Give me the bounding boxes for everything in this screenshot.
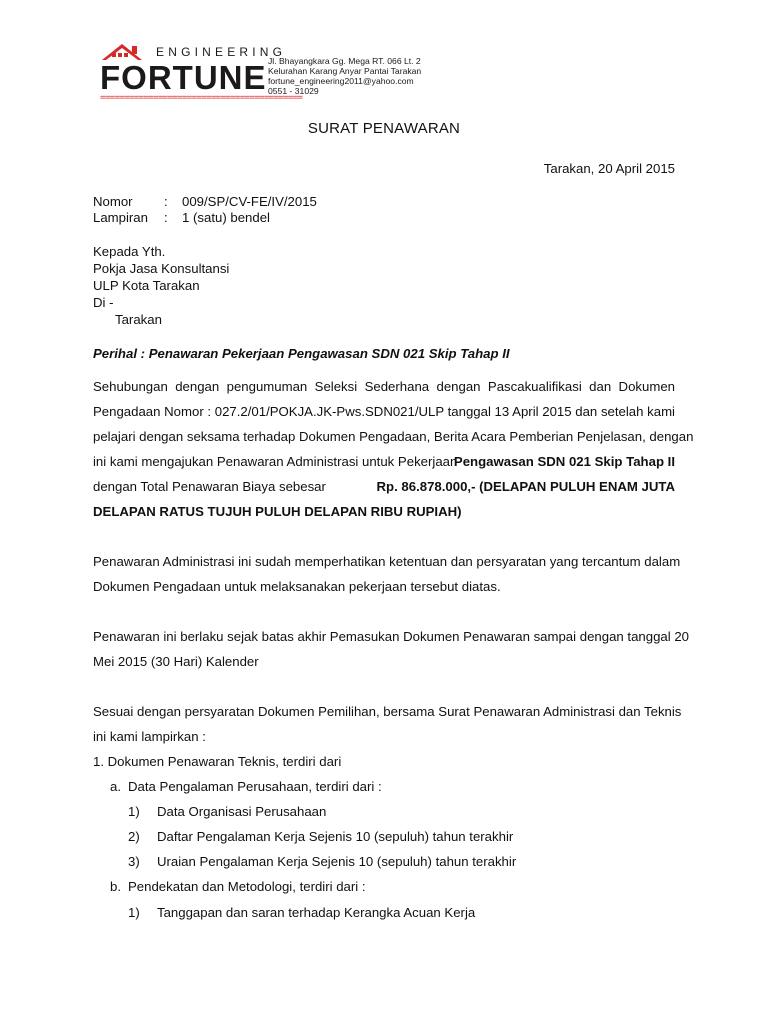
nomor-separator: : xyxy=(164,194,168,209)
paragraph-line: ini kami lampirkan : xyxy=(93,729,206,744)
recipient-city: Tarakan xyxy=(115,312,162,327)
recipient-line: Di - xyxy=(93,295,114,310)
letterhead-divider: ========================================== xyxy=(100,93,303,103)
list-marker: a. xyxy=(110,779,121,794)
address-line: Jl. Bhayangkara Gg. Mega RT. 066 Lt. 2 xyxy=(268,56,421,66)
paragraph-line: Pengadaan Nomor : 027.2/01/POKJA.JK-Pws.SDN021/ULP tanggal 13 April 2015 dan setelah kami xyxy=(93,404,675,419)
paragraph-line: pelajari dengan seksama terhadap Dokumen Pengadaan, Berita Acara Pemberian Penjelasan, dengan xyxy=(93,429,694,444)
offer-amount-words: DELAPAN RATUS TUJUH PULUH DELAPAN RIBU RUPIAH) xyxy=(93,504,462,519)
paragraph-line: Penawaran ini berlaku sejak batas akhir Pemasukan Dokumen Penawaran sampai dengan tanggal 20 xyxy=(93,629,690,644)
nomor-label: Nomor xyxy=(93,194,133,209)
paragraph-line: Sesuai dengan persyaratan Dokumen Pemilihan, bersama Surat Penawaran Administrasi dan Teknis xyxy=(93,704,682,719)
letterhead-address xyxy=(268,56,421,96)
offer-amount: Rp. 86.878.000,- (DELAPAN PULUH ENAM JUTA xyxy=(376,479,675,494)
list-item: Pendekatan dan Metodologi, terdiri dari : xyxy=(128,879,366,894)
paragraph-line: Penawaran Administrasi ini sudah memperhatikan ketentuan dan persyaratan yang tercantum dalam xyxy=(93,554,681,569)
list-marker: 1) xyxy=(128,804,140,819)
project-name: Pengawasan SDN 021 Skip Tahap II xyxy=(453,454,675,469)
email-line: fortune_engineering2011@yahoo.com xyxy=(268,76,414,86)
letterhead xyxy=(98,40,438,104)
logo-brand-name: FORTUNE xyxy=(100,59,267,96)
recipient-line: Kepada Yth. xyxy=(93,244,166,259)
address-line: Kelurahan Karang Anyar Pantai Tarakan xyxy=(268,66,422,76)
list-item: Data Pengalaman Perusahaan, terdiri dari : xyxy=(128,779,382,794)
lampiran-value: 1 (satu) bendel xyxy=(182,210,270,225)
logo-engineering-text: ENGINEERING xyxy=(156,45,287,59)
paragraph-line: Sehubungan dengan pengumuman Seleksi Sederhana dengan Pascakualifikasi dan Dokumen xyxy=(93,379,675,394)
phone-line: 0551 - 31029 xyxy=(268,86,319,96)
place-date: Tarakan, 20 April 2015 xyxy=(543,161,675,176)
list-item: Uraian Pengalaman Kerja Sejenis 10 (sepuluh) tahun terakhir xyxy=(157,854,517,869)
list-marker: b. xyxy=(110,879,121,894)
paragraph-line: Mei 2015 (30 Hari) Kalender xyxy=(93,654,259,669)
list-item: Tanggapan dan saran terhadap Kerangka Acuan Kerja xyxy=(157,905,476,920)
list-marker: 1) xyxy=(128,905,140,920)
recipient-line: ULP Kota Tarakan xyxy=(93,278,200,293)
paragraph-line: dengan Total Penawaran Biaya sebesar xyxy=(93,479,326,494)
list-item: 1. Dokumen Penawaran Teknis, terdiri dari xyxy=(93,754,342,769)
list-marker: 2) xyxy=(128,829,140,844)
list-item: Data Organisasi Perusahaan xyxy=(157,804,327,819)
list-item: Daftar Pengalaman Kerja Sejenis 10 (sepuluh) tahun terakhir xyxy=(157,829,514,844)
list-marker: 3) xyxy=(128,854,140,869)
paragraph-line: Dokumen Pengadaan untuk melaksanakan pekerjaan tersebut diatas. xyxy=(93,579,501,594)
recipient-line: Pokja Jasa Konsultansi xyxy=(93,261,230,276)
subject-line: Perihal : Penawaran Pekerjaan Pengawasan SDN 021 Skip Tahap II xyxy=(93,346,510,361)
letter-title: SURAT PENAWARAN xyxy=(307,120,461,137)
paragraph-line: ini kami mengajukan Penawaran Administrasi untuk Pekerjaan xyxy=(93,454,458,469)
nomor-value: 009/SP/CV-FE/IV/2015 xyxy=(182,194,317,209)
lampiran-label: Lampiran xyxy=(93,210,148,225)
lampiran-separator: : xyxy=(164,210,168,225)
